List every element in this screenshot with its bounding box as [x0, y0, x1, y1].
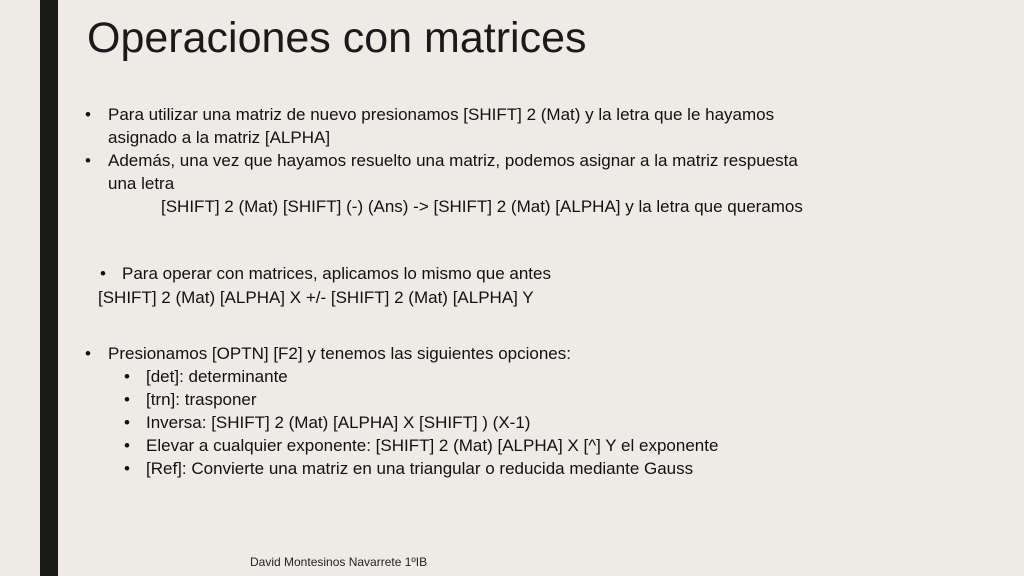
block1-bullet1-line1: Para utilizar una matriz de nuevo presionamos [SHIFT] 2 (Mat) y la letra que le hayamos: [108, 105, 775, 124]
accent-bar: [40, 0, 58, 576]
bullet-icon: •: [85, 105, 91, 124]
bullet-icon: •: [85, 151, 91, 170]
option-item: Inversa: [SHIFT] 2 (Mat) [ALPHA] X [SHIFT] ) (X-1): [146, 413, 531, 432]
sub-bullet-icon: •: [124, 436, 130, 455]
bullet-icon: •: [85, 344, 91, 363]
option-item: Elevar a cualquier exponente: [SHIFT] 2 (Mat) [ALPHA] X [^] Y el exponente: [146, 436, 719, 455]
option-item: [Ref]: Convierte una matriz en una triangular o reducida mediante Gauss: [146, 459, 694, 478]
bullet-icon: •: [100, 264, 106, 283]
block1-bullet2-line1: Además, una vez que hayamos resuelto una matriz, podemos asignar a la matriz respuesta: [108, 151, 798, 170]
footer-author: David Montesinos Navarrete 1ºIB: [250, 555, 428, 569]
block2-bullet: Para operar con matrices, aplicamos lo mismo que antes: [122, 264, 551, 283]
sub-bullet-icon: •: [124, 367, 130, 386]
sub-bullet-icon: •: [124, 459, 130, 478]
block2-formula: [SHIFT] 2 (Mat) [ALPHA] X +/- [SHIFT] 2 (Mat) [ALPHA] Y: [98, 288, 534, 307]
option-item: [trn]: trasponer: [146, 390, 257, 409]
block1-bullet2-line2: una letra: [108, 174, 175, 193]
sub-bullet-icon: •: [124, 390, 130, 409]
option-item: [det]: determinante: [146, 367, 288, 386]
block3-intro: Presionamos [OPTN] [F2] y tenemos las siguientes opciones:: [108, 344, 571, 363]
sub-bullet-icon: •: [124, 413, 130, 432]
slide-title: Operaciones con matrices: [87, 14, 587, 62]
block1-bullet1-line2: asignado a la matriz [ALPHA]: [108, 128, 331, 147]
block1-formula: [SHIFT] 2 (Mat) [SHIFT] (-) (Ans) -> [SHIFT] 2 (Mat) [ALPHA] y la letra que queramos: [161, 197, 803, 216]
